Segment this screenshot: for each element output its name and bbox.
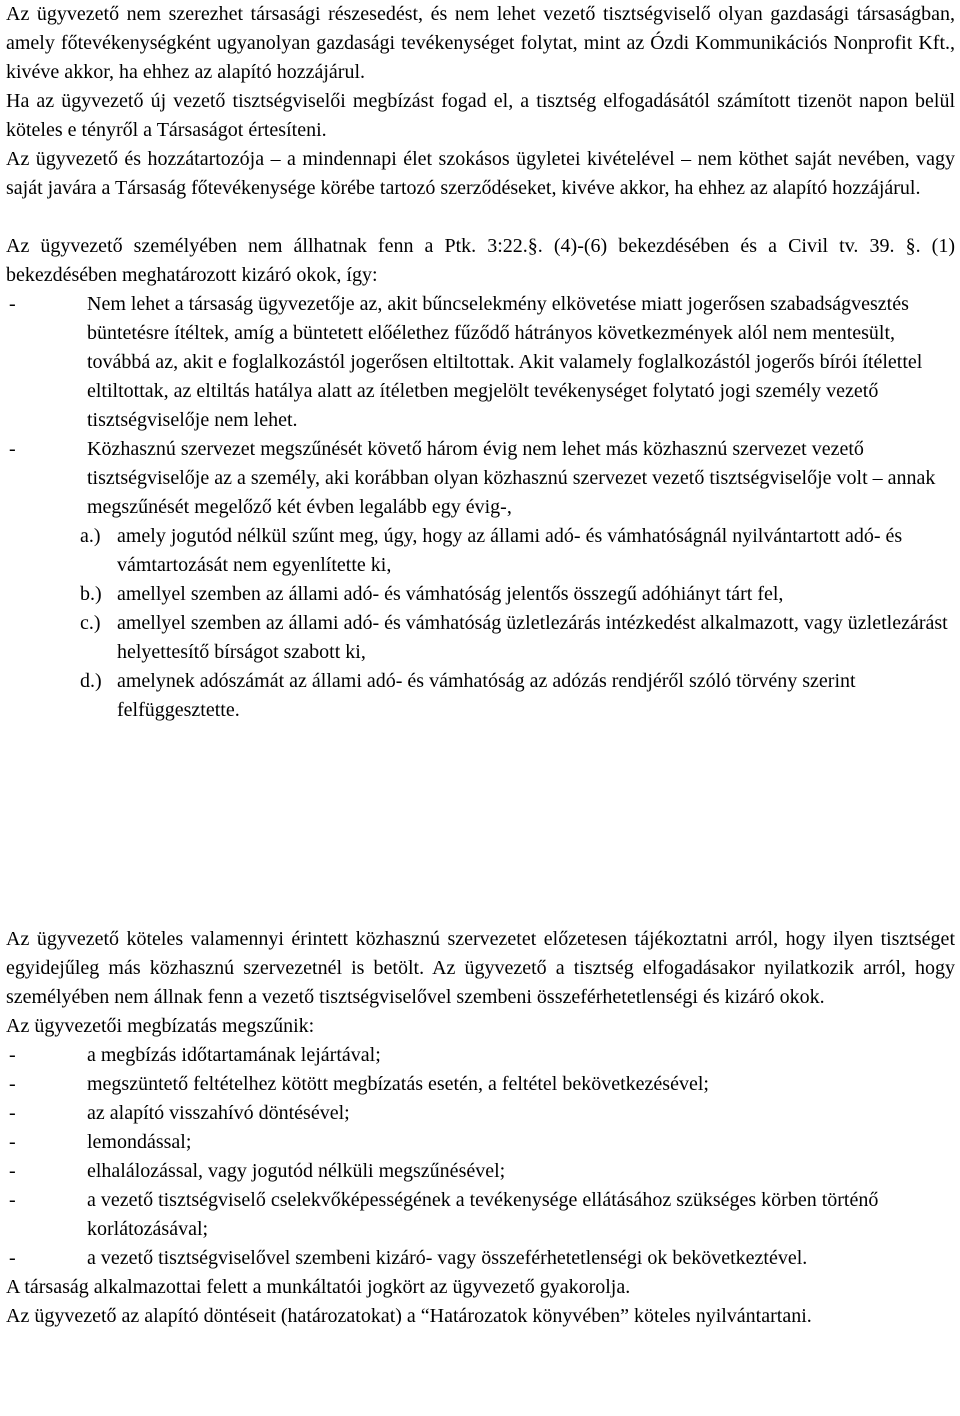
list-item <box>6 1099 955 1128</box>
sub-list-marker: d.) <box>80 670 102 692</box>
list-item-text: Nem lehet a társaság ügyvezetője az, akit bűncselekmény elkövetése miatt jogerősen szabadságvesztés büntetésre ítéltek, amíg a büntetett előélethez fűződő hátrányos következmények alól nem mentesült, továbbá az, akit e foglalkozástól jogerősen eltiltottak. Akit valamely foglalkozástól jogerős bírói ítélettel eltiltottak, az eltiltás hatálya alatt az ítéletben megjelölt tevékenységet folytató jogi személy vezető tisztségviselője nem lehet. <box>87 293 923 431</box>
sub-list-marker: a.) <box>80 525 101 547</box>
section-mandate <box>6 925 955 1331</box>
list-item-text: a vezető tisztségviselő cselekvőképességének a tevékenysége ellátásához szükséges körben történő korlátozásával; <box>87 1189 879 1240</box>
spacer <box>6 203 955 232</box>
dash-bullet: - <box>9 1073 16 1095</box>
dash-bullet: - <box>9 1102 16 1124</box>
termination-list <box>6 1041 955 1273</box>
dash-bullet: - <box>9 1131 16 1153</box>
paragraph-inform-duty: Az ügyvezető köteles valamennyi érintett közhasznú szervezetet előzetesen tájékoztatni arról, hogy ilyen tisztséget egyidejűleg más közhasznú szervezetnél is betölt. Az ügyvezető a tisztség elfogadásakor nyilatkozik arról, hogy személyében nem állnak fenn a vezető tisztségviselővel szembeni összeférhetetlenségi és kizáró okok. <box>6 928 955 1008</box>
sub-list-text: amellyel szemben az állami adó- és vámhatóság jelentős összegű adóhiányt tárt fel, <box>117 583 784 605</box>
dash-bullet: - <box>9 1160 16 1182</box>
list-item-text: a megbízás időtartamának lejártával; <box>87 1044 381 1066</box>
list-item-text: az alapító visszahívó döntésével; <box>87 1102 350 1124</box>
sub-list-item <box>6 580 955 609</box>
paragraph-employer-rights: A társaság alkalmazottai felett a munkáltatói jogkört az ügyvezető gyakorolja. <box>6 1276 631 1298</box>
sub-list-text: amely jogutód nélkül szűnt meg, úgy, hogy az állami adó- és vámhatóságnál nyilvántartott adó- és vámtartozását nem egyenlítette ki, <box>117 525 903 576</box>
paragraph-exclusion-reasons: Az ügyvezető személyében nem állhatnak fenn a Ptk. 3:22.§. (4)-(6) bekezdésében és a Civil tv. 39. §. (1) bekezdésében meghatározott kizáró okok, így: <box>6 235 955 286</box>
list-item-text: lemondással; <box>87 1131 192 1153</box>
sub-list-item <box>6 609 955 667</box>
list-item-text: a vezető tisztségviselővel szembeni kizáró- vagy összeférhetetlenségi ok bekövetkeztével. <box>87 1247 808 1269</box>
dash-bullet: - <box>9 1247 16 1269</box>
dash-bullet: - <box>9 293 16 315</box>
dash-bullet: - <box>9 1189 16 1211</box>
list-item <box>6 1070 955 1099</box>
list-item-text: Közhasznú szervezet megszűnését követő három évig nem lehet más közhasznú szervezet vezető tisztségviselője az a személy, aki korábban olyan közhasznú szervezet vezető tisztségviselője volt – annak megszűnését megelőző két évben legalább egy évig-, <box>87 438 936 518</box>
sub-list-marker: b.) <box>80 583 102 605</box>
sub-list-text: amelynek adószámát az állami adó- és vámhatóság az adózás rendjéről szóló törvény szerint felfüggesztette. <box>117 670 856 721</box>
list-item <box>6 290 955 435</box>
list-item <box>6 1128 955 1157</box>
list-item <box>6 1186 955 1244</box>
sub-list-item <box>6 522 955 580</box>
sub-list-item <box>6 667 955 725</box>
list-item <box>6 1157 955 1186</box>
section-conflict-of-interest <box>6 0 955 725</box>
sub-list-text: amellyel szemben az állami adó- és vámhatóság üzletlezárás intézkedést alkalmazott, vagy üzletlezárást helyettesítő bírságot szabott ki, <box>117 612 948 663</box>
paragraph-resolutions-book: Az ügyvezető az alapító döntéseit (határozatokat) a “Határozatok könyvében” köteles nyilvántartani. <box>6 1305 812 1327</box>
paragraph-mandate-ends: Az ügyvezetői megbízatás megszűnik: <box>6 1015 315 1037</box>
paragraph-no-shareholding: Az ügyvezető nem szerezhet társasági részesedést, és nem lehet vezető tisztségviselő olyan gazdasági társaságban, amely főtevékenységként ugyanolyan gazdasági tevékenységet folytat, mint az Ózdi Kommunikációs Nonprofit Kft., kivéve akkor, ha ehhez az alapító hozzájárul. <box>6 3 955 83</box>
list-item-text: elhalálozással, vagy jogutód nélküli megszűnésével; <box>87 1160 506 1182</box>
list-item <box>6 435 955 522</box>
paragraph-contract-restriction: Az ügyvezető és hozzátartozója – a mindennapi élet szokásos ügyletei kivételével – nem köthet saját nevében, vagy saját javára a Társaság főtevékenysége körébe tartozó szerződéseket, kivéve akkor, ha ehhez az alapító hozzájárul. <box>6 148 955 199</box>
dash-bullet: - <box>9 438 16 460</box>
list-item <box>6 1244 955 1273</box>
sub-list-marker: c.) <box>80 612 101 634</box>
paragraph-notification-duty: Ha az ügyvezető új vezető tisztségviselői megbízást fogad el, a tisztség elfogadásától számított tizenöt napon belül köteles e tényről a Társaságot értesíteni. <box>6 90 955 141</box>
dash-bullet: - <box>9 1044 16 1066</box>
list-item-text: megszüntető feltételhez kötött megbízatás esetén, a feltétel bekövetkezésével; <box>87 1073 709 1095</box>
list-item <box>6 1041 955 1070</box>
